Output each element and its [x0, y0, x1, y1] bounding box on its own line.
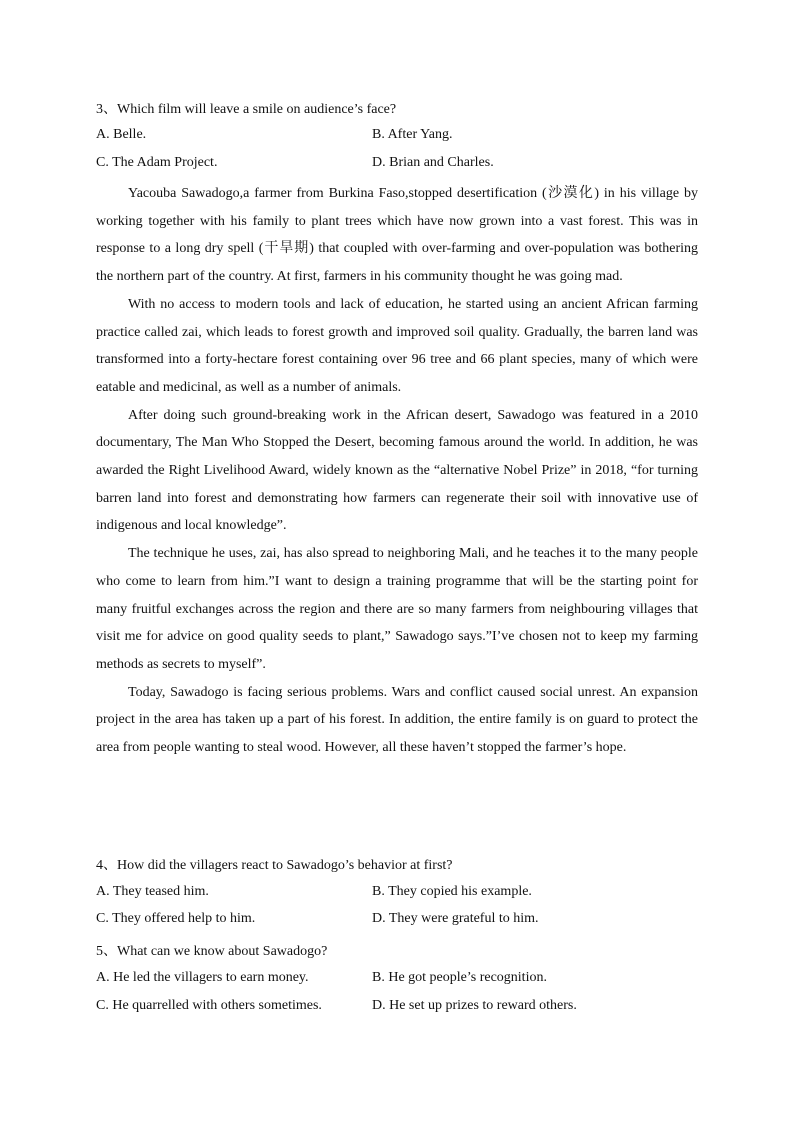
question-4-options-row-2 — [96, 911, 716, 931]
passage-paragraph: Today, Sawadogo is facing serious problems. Wars and conflict caused social unrest. An expansion project in the area has taken up a part of his forest. In addition, the entire family is on guard to protect the area from people wanting to steal wood. However, all these haven’t stopped the farmer’s hope. — [96, 684, 698, 756]
question-5-option-d[interactable]: D. He set up prizes to reward others. — [372, 998, 577, 1013]
question-3-option-a[interactable]: A. Belle. — [96, 127, 147, 142]
question-3-options-row-1 — [96, 127, 716, 147]
passage-paragraph: With no access to modern tools and lack of education, he started using an ancient African farming practice called zai, which leads to forest growth and improved soil quality. Gradually, the barren land was transformed into a forty-hectare forest containing over 96 tree and 66 plant species, many of which were eatable and medicinal, as well as a number of animals. — [96, 296, 698, 395]
reading-passage — [96, 180, 698, 762]
question-4-option-d[interactable]: D. They were grateful to him. — [372, 911, 539, 926]
question-4-options-row-1 — [96, 884, 716, 904]
question-5-option-a[interactable]: A. He led the villagers to earn money. — [96, 970, 309, 985]
question-3-stem: 3、Which film will leave a smile on audience’s face? — [96, 102, 397, 117]
question-3-options-row-2 — [96, 155, 716, 175]
question-3-option-d[interactable]: D. Brian and Charles. — [372, 155, 494, 170]
question-4-stem: 4、How did the villagers react to Sawadogo’s behavior at first? — [96, 858, 453, 873]
passage-paragraph: After doing such ground-breaking work in the African desert, Sawadogo was featured in a 2010 documentary, The Man Who Stopped the Desert, becoming famous around the world. In addition, he was awarded the Right Livelihood Award, widely known as the “alternative Nobel Prize” in 2018, “for turning barren land into forest and demonstrating how farmers can regenerate their soil with innovative use of indigenous and local knowledge”. — [96, 407, 698, 534]
question-5-options-row-2 — [96, 998, 716, 1018]
passage-paragraph: The technique he uses, zai, has also spread to neighboring Mali, and he teaches it to the many people who come to learn from him.”I want to design a training programme that will be the starting point for many fruitful exchanges across the region and there are so many farmers from neighbouring villages that visit me for advice on good quality seeds to plant,” Sawadogo says.”I’ve chosen not to keep my farming methods as secrets to myself”. — [96, 546, 698, 672]
question-5-options-row-1 — [96, 970, 716, 990]
question-5-stem: 5、What can we know about Sawadogo? — [96, 944, 328, 959]
question-4-option-c[interactable]: C. They offered help to him. — [96, 911, 256, 926]
question-3-option-c[interactable]: C. The Adam Project. — [96, 155, 218, 170]
question-5-option-c[interactable]: C. He quarrelled with others sometimes. — [96, 998, 322, 1013]
question-4-option-b[interactable]: B. They copied his example. — [372, 884, 532, 899]
passage-paragraph: Yacouba Sawadogo,a farmer from Burkina Faso,stopped desertification (沙漠化) in his village by working together with his family to plant trees which have now grown into a vast forest. This was in response to a long dry spell (干旱期) that coupled with over-farming and over-population was bothering the northern part of the country. At first, farmers in his community thought he was going mad. — [96, 186, 698, 285]
question-5-option-b[interactable]: B. He got people’s recognition. — [372, 970, 547, 985]
question-4-option-a[interactable]: A. They teased him. — [96, 884, 209, 899]
question-3-option-b[interactable]: B. After Yang. — [372, 127, 453, 142]
